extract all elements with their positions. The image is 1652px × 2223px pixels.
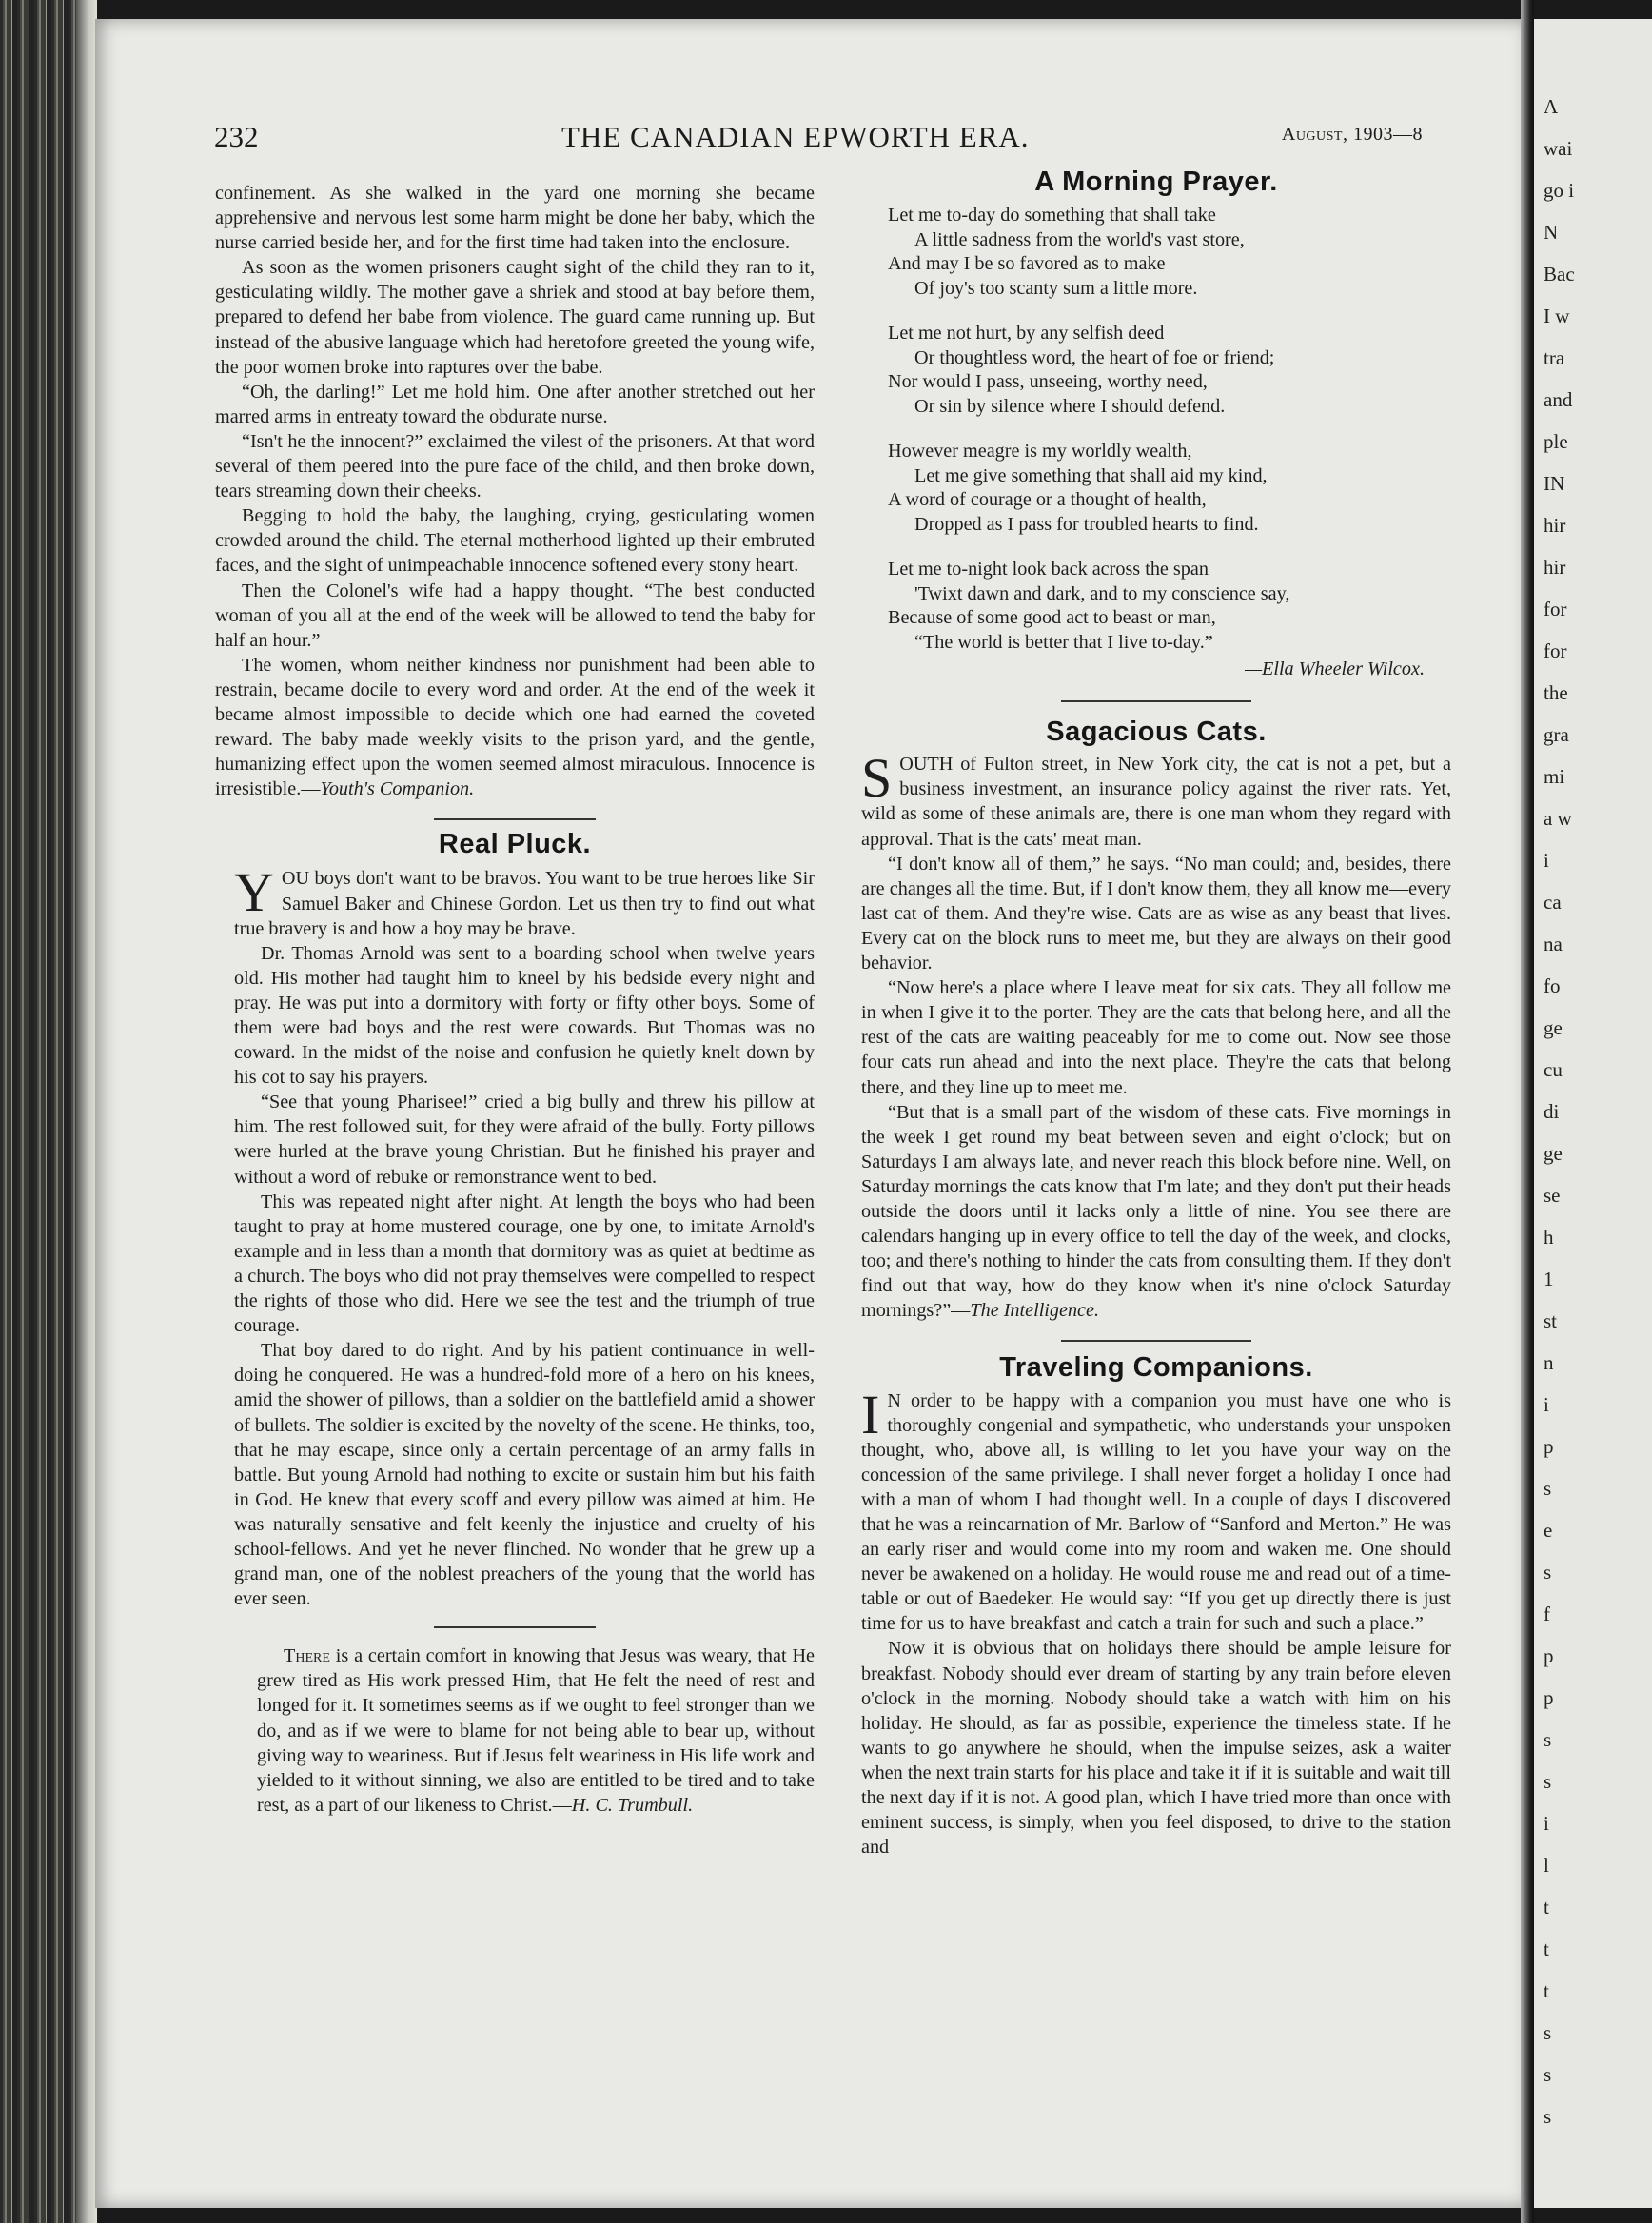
article-paragraph-text: N order to be happy with a companion you must have one who is thoroughly congenial and sympathetic, who understands your unspoken thought, who, above all, is willing to let you have your way on the concession of the same privilege. I shall never forget a holiday I once had with a man of whom I had thought well. In a couple of days I discovered that he was a reincarnation of Mr. Barlow of “Sanford and Merton.” He was an early riser and would come into my room and waken me. One should never be awakened on a holiday. He would rouse me and read out of a time-table or out of Baedeker. He would say: “If you get up directly there is just time for us to have breakfast and catch a train for such and such a place.”	[861, 1389, 1451, 1635]
poem-stanza	[888, 558, 1451, 655]
article-paragraph: This was repeated night after night. At length the boys who had been taught to pray at home mustered courage, one by one, to imitate Arnold's example and in less than a month that dormitory was as quiet at bedtime as a church. The boys who did not pray themselves were compelled to respect the rights of those who did. Here we see the test and the triumph of true courage.	[234, 1190, 815, 1337]
poem-line: Let me to-day do something that shall take	[888, 205, 1216, 226]
facing-page-text-fragment: the	[1544, 681, 1568, 704]
facing-page-text-fragment: na	[1544, 933, 1563, 955]
article-paragraph	[861, 1100, 1451, 1324]
facing-page-text-fragment: h	[1544, 1226, 1554, 1249]
article-paragraph-text: OU boys don't want to be bravos. You want to be true heroes like Sir Samuel Baker and Chinese Gordon. Let us then try to find out what true bravery is and how a boy may be brave.	[234, 868, 815, 939]
poem-line: 'Twixt dawn and dark, and to my conscience say,	[914, 582, 1290, 604]
poem-author: —Ella Wheeler Wilcox.	[1245, 659, 1425, 680]
morning-prayer-heading: A Morning Prayer.	[1034, 167, 1278, 197]
article-paragraph: That boy dared to do right. And by his patient continuance in well-doing he conquered. He was a hundred-fold more of a hero on his knees, amid the shower of pillows, than a soldier on the battlefield amid a shower of bullets. The soldier is excited by the novelty of the scene. He thinks, too, that he may escape, since only a certain percentage of an army falls in battle. But young Arnold had nothing to excite or sustain him but his faith in God. He knew that every scoff and every pillow was aimed at him. He was naturally sensative and felt keenly the injustice and cruelty of his school-fellows. And yet he never flinched. No wonder that he grew up a grand man, one of the noblest preachers of the young that the world has ever seen.	[234, 1340, 815, 1610]
prison-article	[215, 181, 815, 801]
facing-page-text-fragment: p	[1544, 1435, 1554, 1458]
article-paragraph-text: is a certain comfort in knowing that Jesus was weary, that He grew tired as His work pressed Him, that He felt the need of rest and longed for it. It sometimes seems as if we ought to feel stronger than we do, and as if we were to blame for not being able to bear up, without giving way to weariness. But if Jesus felt weariness in His life work and yielded to it without sinning, we also are entitled to be tired and to take rest, as a part of our likeness to Christ.—	[257, 1645, 815, 1816]
facing-page-text-fragment: s	[1544, 1477, 1552, 1500]
facing-page-text-fragment: ge	[1544, 1142, 1563, 1165]
facing-page-text-fragment: i	[1544, 849, 1549, 872]
article-paragraph: Now it is obvious that on holidays there should be ample leisure for breakfast. Nobody should ever dream of starting by any train before eleven o'clock in the morning. Nobody should take a watch with him on his holiday. He should, as far as possible, experience the timeless state. If he wants to go anywhere he should, when the impulse seizes, ask a waiter when the next train starts for his place and take it if it is suitable and wait till the next day if it is not. A good plan, which I have tried more than once with eminent success, is simply, when you feel disposed, to drive to the station and	[861, 1638, 1451, 1859]
poem-line: “The world is better that I live to-day.”	[914, 631, 1213, 653]
section-divider	[434, 1626, 596, 1628]
page-number: 232	[214, 120, 259, 153]
facing-page-text-fragment: for	[1544, 639, 1567, 662]
article-paragraph: “I don't know all of them,” he says. “No man could; and, besides, there are changes all the time. But, if I don't know them, they all know me—every last cat of them. And they're wise. Cats are as wise as any beast that lives. Every cat on the block runs to meet me, but they are always on their good behavior.	[861, 853, 1451, 974]
traveling-companions-article	[861, 1383, 1451, 1860]
facing-page-text-fragment: ple	[1544, 430, 1568, 453]
article-paragraph	[234, 861, 815, 940]
traveling-companions-heading: Traveling Companions.	[999, 1352, 1313, 1384]
sagacious-cats-heading: Sagacious Cats.	[1046, 717, 1267, 748]
poem-line: Let me not hurt, by any selfish deed	[888, 323, 1165, 344]
issue-date: August, 1903—8	[1281, 124, 1423, 145]
poem-line: And may I be so favored as to make	[888, 253, 1166, 275]
facing-page-text-fragment: IN	[1544, 472, 1565, 495]
facing-page-text-fragment: p	[1544, 1644, 1554, 1667]
publication-title: THE CANADIAN EPWORTH ERA.	[561, 120, 1030, 153]
facing-page-text-fragment: gra	[1544, 723, 1569, 746]
facing-page-text-fragment: s	[1544, 1561, 1552, 1584]
article-paragraph	[215, 653, 815, 802]
right-column	[861, 169, 1451, 1859]
facing-page-text-fragment: mi	[1544, 765, 1565, 788]
article-paragraph	[861, 1383, 1451, 1637]
facing-page-text-fragment: and	[1544, 388, 1573, 411]
facing-page-text-fragment: tra	[1544, 346, 1565, 369]
facing-page-text-fragment: st	[1544, 1309, 1558, 1332]
poem-line: Or sin by silence where I should defend.	[914, 395, 1226, 417]
facing-page-text-fragment: I w	[1544, 305, 1570, 327]
poem-line: Dropped as I pass for troubled hearts to find.	[914, 513, 1259, 535]
article-paragraph: “Isn't he the innocent?” exclaimed the vilest of the prisoners. At that word several of them peered into the pure face of the child, and then broke down, tears streaming down their cheeks.	[215, 430, 815, 502]
facing-page-text-fragment: go i	[1544, 179, 1575, 202]
article-paragraph: Then the Colonel's wife had a happy thought. “The best conducted woman of you all at the end of the week will be allowed to tend the baby for half an hour.”	[215, 580, 815, 651]
poem-line: Nor would I pass, unseeing, worthy need,	[888, 371, 1208, 393]
facing-page-text-fragment: s	[1544, 1770, 1552, 1793]
facing-page-text-fragment: s	[1544, 2021, 1552, 2044]
page-stack-edge	[76, 0, 97, 2223]
section-divider	[1061, 1340, 1251, 1342]
facing-page-text-fragment: t	[1544, 1979, 1549, 2002]
poem-line: Because of some good act to beast or man,	[888, 607, 1216, 629]
facing-page-text-fragment: n	[1544, 1351, 1554, 1374]
poem-stanza	[888, 440, 1451, 537]
article-paragraph: confinement. As she walked in the yard one morning she became apprehensive and nervous lest some harm might be done her baby, which the nurse carried beside her, and for the first time had taken into the enclosure.	[215, 183, 815, 254]
section-divider	[434, 818, 596, 820]
facing-page-text-fragment: s	[1544, 2105, 1552, 2128]
poem-line: Or thoughtless word, the heart of foe or friend;	[914, 346, 1275, 368]
drop-cap: I	[861, 1383, 880, 1446]
article-paragraph: “Now here's a place where I leave meat for six cats. They all follow me in when I give it to the porter. They are the cats that belong here, and all the rest of the cats are waiting peaceably for me to come out. Now see those four cats run ahead and into the next place. They're the cats that belong there, and they line up to meet me.	[861, 977, 1451, 1098]
facing-page-text-fragment: a w	[1544, 807, 1572, 830]
facing-page-text-fragment: p	[1544, 1686, 1554, 1709]
article-paragraph-text: OUTH of Fulton street, in New York city, the cat is not a pet, but a business investment, an insurance policy against the river rats. Yet, wild as some of these animals are, there is one man whom they regard with approval. That is the cats' meat man.	[861, 754, 1451, 850]
article-paragraph: “See that young Pharisee!” cried a big bully and threw his pillow at him. The rest followed suit, for they were afraid of the bully. Forty pillows were hurled at the brave young Christian. But he finished his prayer and without a word of rebuke or remonstrance went to bed.	[234, 1092, 815, 1188]
facing-page-text-fragment: i	[1544, 1393, 1549, 1416]
poem-line: A little sadness from the world's vast store,	[914, 228, 1245, 250]
book-gutter	[1521, 0, 1534, 2223]
facing-page-text-fragment: hir	[1544, 514, 1566, 537]
facing-page-text-fragment: ca	[1544, 891, 1562, 914]
article-paragraph: As soon as the women prisoners caught sight of the child they ran to it, gesticulating wildly. The mother gave a shriek and stood at bay before them, prepared to defend her babe from violence. The guard came running up. But instead of the abusive language which had heretofore greeted the young wife, the poor women broke into raptures over the babe.	[215, 257, 815, 378]
real-pluck-article	[215, 861, 815, 1611]
facing-page-text-fragment: wai	[1544, 137, 1573, 160]
facing-page-text-fragment: t	[1544, 1896, 1549, 1918]
facing-page-text-fragment: f	[1544, 1603, 1550, 1625]
facing-page-text-fragment: l	[1544, 1854, 1549, 1877]
facing-page-text-fragment: Bac	[1544, 263, 1575, 285]
left-column	[215, 181, 815, 1818]
page-header	[214, 120, 1423, 162]
drop-cap: S	[861, 747, 893, 810]
source-credit: The Intelligence.	[970, 1300, 1100, 1322]
weary-note	[215, 1643, 815, 1818]
article-paragraph	[257, 1643, 815, 1818]
article-paragraph	[861, 747, 1451, 851]
poem-line: Let me give something that shall aid my kind,	[914, 464, 1268, 486]
facing-page-text-fragment: s	[1544, 1728, 1552, 1751]
article-paragraph: Begging to hold the baby, the laughing, crying, gesticulating women crowded around the child. The eternal motherhood lighted up their embruted faces, and the sight of unimpeachable innocence softened every stony heart.	[215, 505, 815, 577]
facing-page-text-fragment: cu	[1544, 1058, 1563, 1081]
drop-cap: Y	[234, 861, 274, 924]
facing-page-text-fragment: 1	[1544, 1268, 1554, 1290]
article-paragraph: Dr. Thomas Arnold was sent to a boarding school when twelve years old. His mother had taught him to kneel by his bedside every night and pray. He was put into a dormitory with forty or fifty other boys. Some of them were bad boys and the rest were cowards. But Thomas was no coward. In the midst of the noise and confusion he quietly knelt down by his cot to say his prayers.	[234, 942, 815, 1089]
facing-page-text-fragment: s	[1544, 2063, 1552, 2086]
sagacious-cats-article	[861, 747, 1451, 1323]
facing-page-text-fragment: di	[1544, 1100, 1560, 1123]
article-paragraph: “Oh, the darling!” Let me hold him. One after another stretched out her marred arms in entreaty toward the obdurate nurse.	[215, 381, 815, 427]
poem-line: Let me to-night look back across the span	[888, 559, 1209, 580]
facing-page-text-fragment: t	[1544, 1938, 1549, 1960]
facing-page-text-fragment: A	[1544, 95, 1559, 118]
article-paragraph-text: “But that is a small part of the wisdom of these cats. Five mornings in the week I get round my beat between seven and eight o'clock; but on Saturdays I am always late, and never reach this block before nine. Well, on Saturday mornings the cats know that I'm late; and they don't put their heads outside the doors until it lacks only a little of nine. You see there are calendars hanging up in every office to tell the day of the week, and clocks, too; and there's nothing to hinder the cats from consulting them. If they don't find out that way, how do they know when it's nine o'clock Saturday mornings?”—	[861, 1101, 1451, 1322]
source-credit: Youth's Companion.	[320, 778, 475, 800]
poem-stanza	[888, 322, 1451, 419]
facing-page-text-fragment: ge	[1544, 1016, 1563, 1039]
poem-line: However meagre is my worldly wealth,	[888, 441, 1192, 462]
facing-page-text-fragment: e	[1544, 1519, 1553, 1542]
lead-word: There	[284, 1645, 330, 1667]
facing-page-text-fragment: N	[1544, 221, 1559, 244]
morning-prayer-poem	[861, 204, 1451, 655]
source-credit: H. C. Trumbull.	[571, 1794, 694, 1816]
poem-line: Of joy's too scanty sum a little more.	[914, 277, 1198, 299]
facing-page-text-fragment: hir	[1544, 556, 1566, 579]
real-pluck-heading: Real Pluck.	[438, 829, 592, 860]
section-divider	[1061, 700, 1251, 702]
facing-page-fragment	[1534, 19, 1652, 2208]
facing-page-text-fragment: i	[1544, 1812, 1549, 1835]
facing-page-text-fragment: for	[1544, 598, 1567, 620]
facing-page-text-fragment: se	[1544, 1184, 1561, 1207]
article-paragraph-text: The women, whom neither kindness nor punishment had been able to restrain, became docile to every word and order. At the end of the week it became almost impossible to decide which one had earned the coveted reward. The baby made weekly visits to the prison yard, and the gentle, humanizing effect upon the women seemed almost miraculous. Innocence is irresistible.—	[215, 654, 815, 800]
facing-page-text-fragment: fo	[1544, 974, 1561, 997]
poem-line: A word of courage or a thought of health,	[888, 489, 1207, 511]
poem-stanza	[888, 204, 1451, 301]
